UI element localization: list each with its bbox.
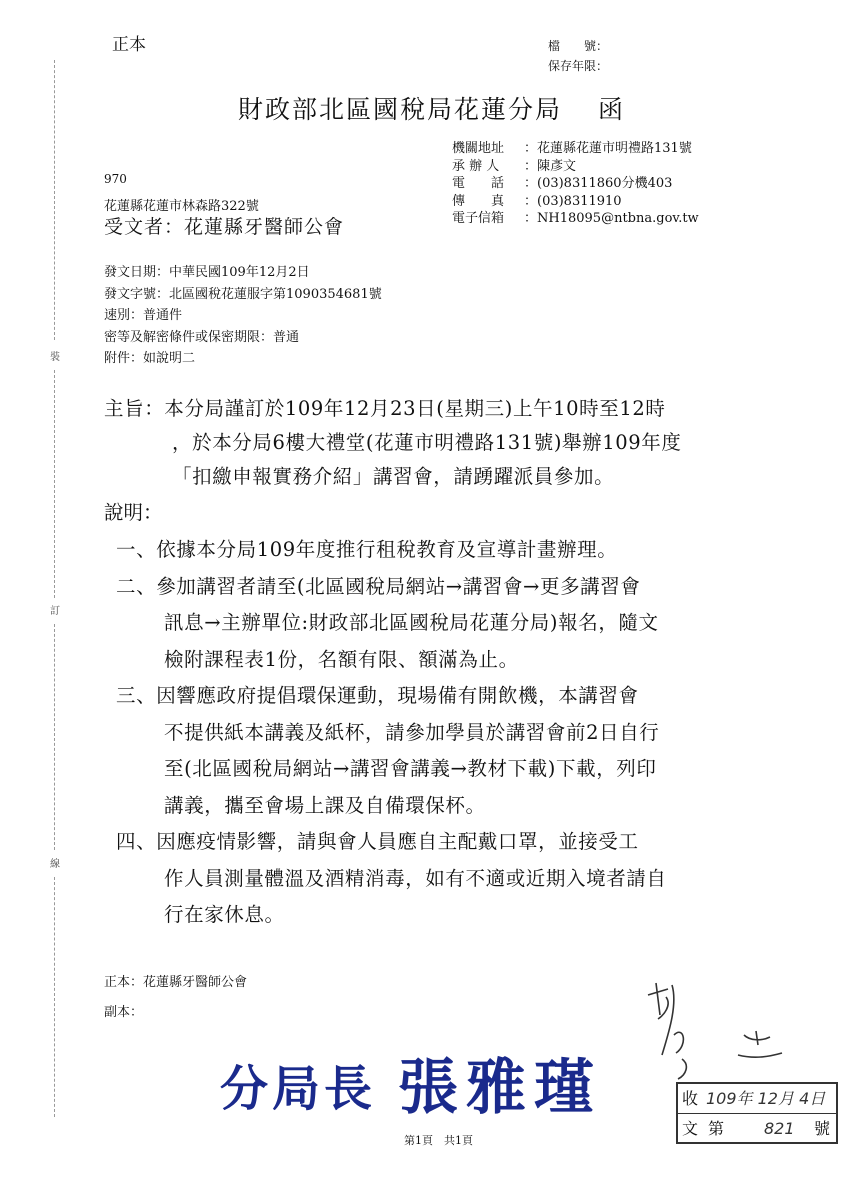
receipt-date-row (678, 1084, 836, 1114)
contact-label: 承 辦 人 (452, 158, 500, 174)
signature-title: 分局長 (220, 1061, 377, 1117)
contact-label: 傳 真 (452, 193, 505, 209)
list-item (116, 569, 667, 679)
contact-row (452, 193, 699, 211)
original-recipient: 正本：花蓮縣牙醫師公會 (104, 975, 248, 990)
list-item-line: 四、因應疫情影響，請與會人員應自主配戴口罩，並接受工 (116, 830, 639, 853)
recipient-line: 受文者：花蓮縣牙醫師公會 (104, 216, 345, 238)
contact-row (452, 158, 699, 176)
subject-section (104, 392, 681, 494)
retention-period: 保存年限： (548, 59, 609, 73)
subject-line: 主旨：本分局謹訂於109年12月23日(星期三)上午10時至12時 (104, 397, 666, 420)
list-item-line: 作人員測量體溫及酒精消毒，如有不適或近期入境者請自 (164, 866, 667, 890)
list-item-line: 檢附課程表1份，名額有限、額滿為止。 (164, 647, 519, 671)
received-date: 109年 12月 4日 (706, 1089, 826, 1108)
contact-block (452, 140, 699, 228)
copy-recipient: 副本： (104, 1005, 144, 1020)
distribution-block (104, 968, 247, 1028)
doc-number-suffix: 號 (814, 1119, 831, 1138)
agency-name: 財政部北區國稅局花蓮分局 (238, 95, 563, 124)
binding-mark-top: 裝 (50, 352, 60, 363)
list-item-line: 訊息→主辦單位:財政部北區國稅局花蓮分局)報名，隨文 (164, 611, 659, 634)
attachment: 附件：如說明二 (104, 351, 196, 366)
archive-info (548, 36, 608, 76)
doc-number-label: 第 (708, 1119, 725, 1138)
list-item-line: 三、因響應政府提倡環保運動，現場備有開飲機，本講習會 (116, 684, 639, 707)
list-item-line: 不提供紙本講義及紙杯，請參加學員於講習會前2日自行 (164, 720, 660, 744)
description-list (116, 532, 667, 934)
receipt-number-row (678, 1114, 836, 1143)
list-item-line: 行在家休息。 (164, 903, 285, 926)
document-meta (104, 262, 382, 370)
receipt-stamp (676, 1082, 838, 1144)
binding-line (54, 60, 55, 340)
document-title (238, 90, 625, 126)
list-item (116, 824, 667, 934)
copy-mark: 正本 (112, 35, 146, 55)
contact-row (452, 210, 699, 228)
list-item-line: 一、依據本分局109年度推行租稅教育及宣導計畫辦理。 (116, 538, 618, 561)
page-number: 第1頁 共1頁 (404, 1134, 473, 1147)
contact-row (452, 140, 699, 158)
contact-label: 電子信箱 (452, 211, 505, 226)
contact-value: ：陳彥文 (524, 158, 577, 174)
recipient-address: 花蓮縣花蓮市林森路322號 (104, 199, 259, 214)
subject-line: 「扣繳申報實務介紹」講習會，請踴躍派員參加。 (172, 465, 615, 488)
binding-line (54, 877, 55, 1117)
security-level: 密等及解密條件或保密期限：普通 (104, 329, 300, 345)
list-item-line: 講義，攜至會場上課及自備環保杯。 (164, 793, 486, 817)
handwritten-signature-icon (638, 975, 788, 1085)
description-label: 說明： (104, 501, 163, 524)
contact-value: ：NH18095@ntbna.gov.tw (524, 211, 699, 226)
contact-label: 電 話 (452, 176, 505, 191)
doc-number: 821 (764, 1119, 795, 1138)
list-item-line: 二、參加講習者請至(北區國稅局網站→講習會→更多講習會 (116, 574, 641, 598)
received-label: 收 (682, 1089, 699, 1108)
binding-line (54, 624, 55, 850)
contact-value: ：花蓮縣花蓮市明禮路131號 (524, 141, 692, 156)
binding-line (54, 370, 55, 598)
binding-mark-mid: 訂 (50, 606, 60, 617)
issue-number: 發文字號：北區國稅花蓮服字第1090354681號 (104, 286, 382, 302)
binding-mark-bottom: 線 (50, 859, 60, 870)
contact-row (452, 175, 699, 193)
list-item (116, 532, 667, 569)
subject-line: ，於本分局6樓大禮堂(花蓮市明禮路131號)舉辦109年度 (172, 431, 682, 454)
postal-code: 970 (104, 172, 127, 186)
issue-date: 發文日期：中華民國109年12月2日 (104, 265, 310, 280)
urgency: 速別：普通件 (104, 308, 183, 323)
contact-value: ：(03)8311910 (524, 193, 622, 209)
archive-number: 檔 號： (548, 39, 609, 53)
contact-label: 機關地址 (452, 141, 505, 156)
contact-value: ：(03)8311860分機403 (524, 176, 673, 191)
signature-name: 張雅瑾 (398, 1053, 602, 1123)
list-item-line: 至(北區國稅局網站→講習會講義→教材下載)下載，列印 (164, 757, 657, 780)
document-type: 函 (598, 95, 626, 124)
list-item (116, 678, 667, 824)
doc-label: 文 (682, 1119, 699, 1138)
